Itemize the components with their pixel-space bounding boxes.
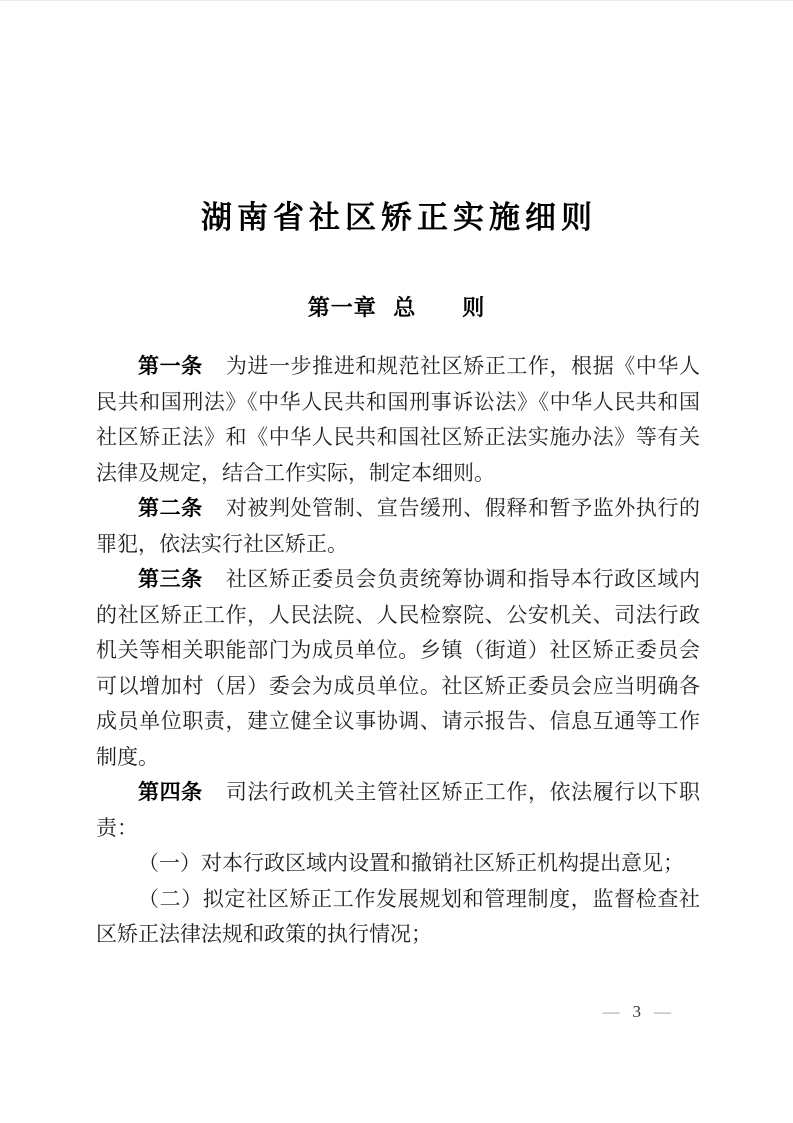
article-1-number: 第一条 (138, 355, 203, 378)
article-4-item-2-text: （二）拟定社区矫正工作发展规划和管理制度，监督检查社区矫正法律法规和政策的执行情况； (96, 886, 700, 946)
article-3-number: 第三条 (138, 568, 203, 591)
page-footer (603, 1001, 672, 1023)
article-3-paragraph (96, 562, 700, 775)
chapter-number: 第一章 (307, 295, 377, 320)
page-number: 3 (632, 1002, 641, 1021)
article-4-item-2 (96, 882, 700, 953)
chapter-heading (0, 293, 793, 322)
article-4-paragraph (96, 775, 700, 846)
article-2-paragraph (96, 491, 700, 562)
article-3-text: 社区矫正委员会负责统筹协调和指导本行政区域内的社区矫正工作，人民法院、人民检察院、公安机关、司法行政机关等相关职能部门为成员单位。乡镇（街道）社区矫正委员会可以增加村（居）委会为成员单位。社区矫正委员会应当明确各成员单位职责，建立健全议事协调、请示报告、信息互通等工作制度。 (96, 567, 701, 769)
article-4-text: 司法行政机关主管社区矫正工作，依法履行以下职责： (96, 780, 701, 840)
article-2-number: 第二条 (138, 497, 203, 520)
article-4-number: 第四条 (138, 781, 203, 804)
article-1-text: 为进一步推进和规范社区矫正工作，根据《中华人民共和国刑法》《中华人民共和国刑事诉讼法》《中华人民共和国社区矫正法》和《中华人民共和国社区矫正法实施办法》等有关法律及规定，结合工作实际，制定本细则。 (96, 354, 701, 485)
article-4-item-1 (96, 846, 700, 882)
article-2-text: 对被判处管制、宣告缓刑、假释和暂予监外执行的罪犯，依法实行社区矫正。 (96, 496, 701, 556)
document-title: 湖南省社区矫正实施细则 (201, 200, 597, 235)
article-4-item-1-text: （一）对本行政区域内设置和撤销社区矫正机构提出意见； (138, 851, 684, 875)
footer-left-dash: — (602, 1002, 620, 1021)
document-body (96, 349, 700, 953)
footer-right-dash: — (654, 1002, 671, 1021)
article-1-paragraph (96, 349, 700, 491)
chapter-title: 总 则 (393, 295, 486, 320)
